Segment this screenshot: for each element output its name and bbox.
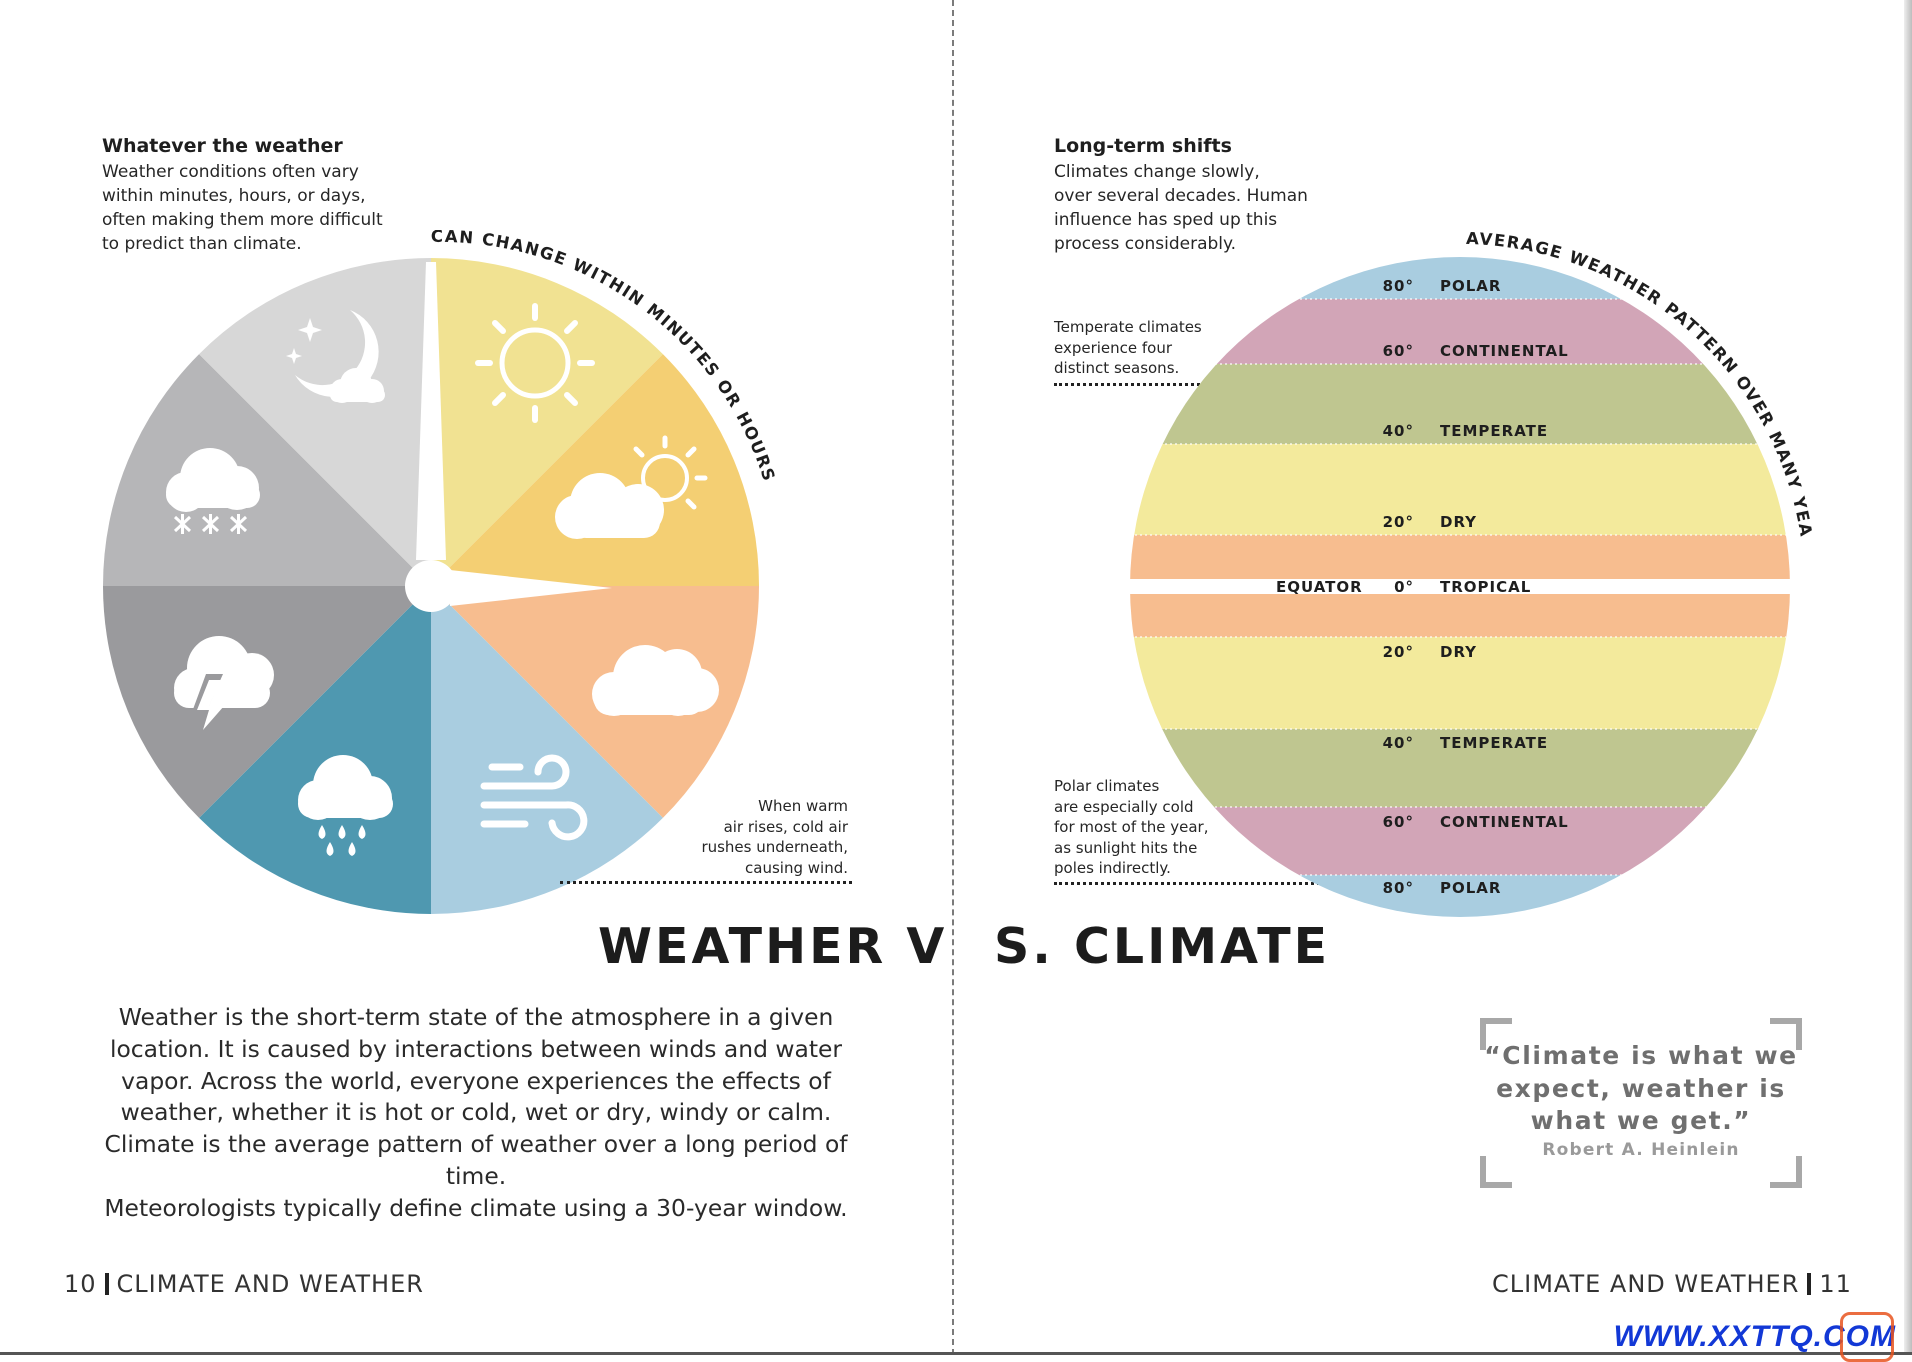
folio-separator: [105, 1273, 109, 1295]
weather-arc-label: CAN CHANGE WITHIN MINUTES OR HOURS: [430, 230, 779, 485]
quote-corner: [1480, 1156, 1512, 1188]
band-lat-label: 0°: [1394, 578, 1414, 596]
band-lat-label: 40°: [1382, 422, 1414, 440]
left-page-number: 10: [64, 1270, 97, 1298]
band-lat-label: 40°: [1382, 734, 1414, 752]
watermark-text: WWW.XXTTQ.COM: [1613, 1320, 1896, 1353]
band-zone-label: POLAR: [1440, 879, 1502, 897]
weather-intro-text: Weather conditions often vary within minutes, hours, or days, often making them more difficult to predict than climate.: [102, 162, 383, 254]
right-folio-title: CLIMATE AND WEATHER: [1492, 1270, 1800, 1298]
band-zone-label: TEMPERATE: [1440, 734, 1549, 752]
headline-left: WEATHER V: [598, 918, 948, 975]
quote-text: “Climate is what we expect, weather is what we get.”: [1484, 1041, 1798, 1135]
left-folio-title: CLIMATE AND WEATHER: [116, 1270, 424, 1298]
band-lat-label: 60°: [1382, 342, 1414, 360]
headline-right: S. CLIMATE: [994, 918, 1331, 975]
quote-corner: [1770, 1156, 1802, 1188]
band-zone-label: DRY: [1440, 513, 1478, 531]
band-lat-label: 60°: [1382, 813, 1414, 831]
climate-intro-title: Long-term shifts: [1054, 135, 1232, 157]
body-paragraph: Weather is the short-term state of the atmosphere in a given location. It is caused by interactions between winds and water vapor. Across the world, everyone experiences the effects of weather, whether it is hot or cold, wet or dry, windy or calm. Climate is the average pattern of weather over a long period of time. Meteorologists typically define climate using a 30-year window.: [104, 1003, 848, 1222]
climate-globe: [1120, 230, 1830, 930]
band-zone-label: CONTINENTAL: [1440, 342, 1569, 360]
wind-note: When warm air rises, cold air rushes underneath, causing wind.: [701, 797, 848, 877]
band-zone-label: TEMPERATE: [1440, 422, 1549, 440]
band-lat-label: 20°: [1382, 513, 1414, 531]
quote-author: Robert A. Heinlein: [1542, 1140, 1740, 1160]
polar-note: Polar climates are especially cold for most of the year, as sunlight hits the poles indirectly.: [1054, 777, 1209, 877]
weather-intro-title: Whatever the weather: [102, 135, 343, 157]
band-zone-label: POLAR: [1440, 277, 1502, 295]
spine-divider: [952, 0, 954, 1355]
watermark: [1614, 1320, 1896, 1354]
band-zone-label: CONTINENTAL: [1440, 813, 1569, 831]
left-folio: [64, 1270, 424, 1298]
equator-label: EQUATOR: [1276, 578, 1363, 596]
right-page-number: 11: [1819, 1270, 1852, 1298]
band-lat-label: 80°: [1382, 277, 1414, 295]
band-lat-label: 80°: [1382, 879, 1414, 897]
band-tropical-north: [1120, 535, 1820, 579]
climate-intro-text: Climates change slowly, over several decades. Human influence has sped up this process considerably.: [1054, 162, 1308, 254]
right-folio: [1492, 1270, 1852, 1298]
band-zone-label: DRY: [1440, 643, 1478, 661]
climate-arc-label: AVERAGE WEATHER PATTERN OVER MANY YEA: [1465, 230, 1816, 539]
page-edge: [1904, 0, 1912, 1355]
band-tropical-south: [1120, 594, 1820, 637]
band-zone-label: TROPICAL: [1440, 578, 1532, 596]
quote-box: [1480, 1018, 1802, 1188]
temperate-note: Temperate climates experience four distinct seasons.: [1054, 318, 1202, 377]
folio-separator: [1807, 1273, 1811, 1295]
wind-note-leader: [560, 881, 852, 884]
band-lat-label: 20°: [1382, 643, 1414, 661]
